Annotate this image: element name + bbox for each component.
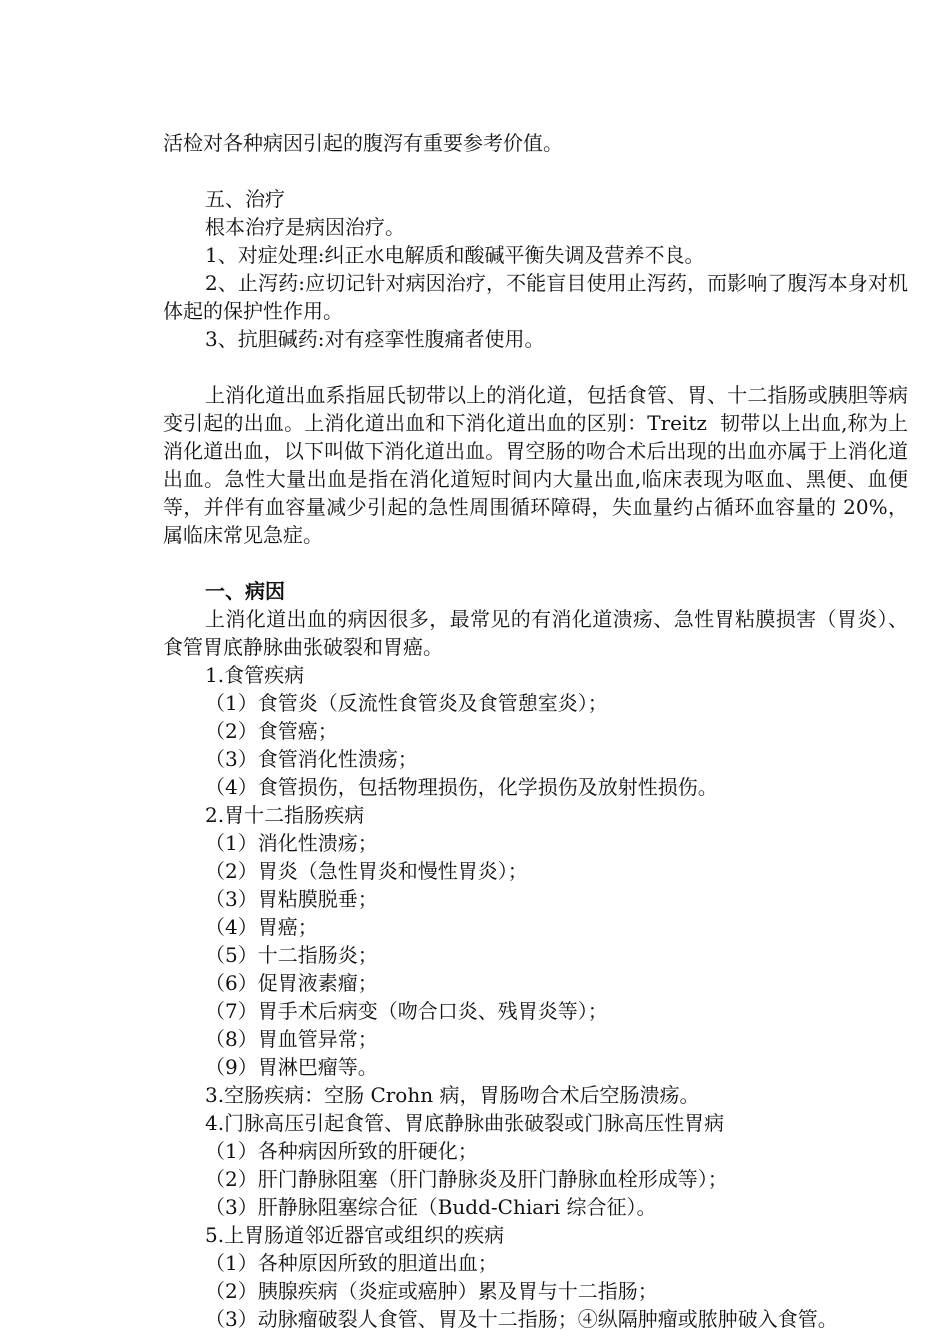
subheading: 3.空肠疾病：空肠 Crohn 病，胃肠吻合术后空肠溃疡。 — [205, 1083, 700, 1107]
list-item: 2、止泻药:应切记针对病因治疗，不能盲目使用止泻药，而影响了腹泻本身对机体起的保护性作用。 — [163, 271, 908, 323]
list-item: （4）胃癌； — [205, 915, 318, 939]
list-item: （6）促胃液素瘤； — [205, 971, 378, 995]
list-item: （2）食管癌； — [205, 719, 338, 743]
subheading: 2.胃十二指肠疾病 — [205, 803, 365, 827]
list-item: （3）胃粘膜脱垂； — [205, 887, 378, 911]
text-line: 活检对各种病因引起的腹泻有重要参考价值。 — [163, 131, 563, 155]
list-item: （2）肝门静脉阻塞（肝门静脉炎及肝门静脉血栓形成等）； — [205, 1167, 728, 1191]
list-item: （1）食管炎（反流性食管炎及食管憩室炎）； — [205, 691, 608, 715]
document-page — [163, 129, 908, 1333]
list-item: （1）各种病因所致的肝硬化； — [205, 1139, 478, 1163]
subheading: 1.食管疾病 — [205, 663, 305, 687]
section-heading-etiology: 一、病因 — [205, 579, 285, 603]
section-heading-treatment: 五、治疗 — [205, 187, 285, 211]
list-item: （2）胃炎（急性胃炎和慢性胃炎）； — [205, 859, 528, 883]
list-item: （3）肝静脉阻塞综合征（Budd-Chiari 综合征）。 — [205, 1195, 657, 1219]
list-item: （1）各种原因所致的胆道出血； — [205, 1251, 498, 1275]
list-item: 3、抗胆碱药:对有痉挛性腹痛者使用。 — [205, 327, 545, 351]
subheading: 4.门脉高压引起食管、胃底静脉曲张破裂或门脉高压性胃病 — [205, 1111, 725, 1135]
list-item: （3）食管消化性溃疡； — [205, 747, 418, 771]
blank-line — [163, 157, 908, 185]
list-item: （5）十二指肠炎； — [205, 943, 378, 967]
list-item: （3）动脉瘤破裂人食管、胃及十二指肠；④纵隔肿瘤或脓肿破入食管。 — [205, 1307, 838, 1331]
paragraph-definition: 上消化道出血系指屈氏韧带以上的消化道，包括食管、胃、十二指肠或胰胆等病变引起的出血。上消化道出血和下消化道出血的区别：Treitz 韧带以上出血,称为上消化道出血，以下叫做下消化道出血。胃空肠的吻合术后出现的出血亦属于上消化道出血。急性大量出血是指在消化道短时间内大量出血,临床表现为呕血、黑便、血便等，并伴有血容量减少引起的急性周围循环障碍，失血量约占循环血容量的 20%，属临床常见急症。 — [163, 383, 908, 547]
list-item: （2）胰腺疾病（炎症或癌肿）累及胃与十二指肠； — [205, 1279, 658, 1303]
paragraph-etiology: 上消化道出血的病因很多，最常见的有消化道溃疡、急性胃粘膜损害（胃炎）、食管胃底静脉曲张破裂和胃癌。 — [163, 607, 908, 659]
list-item: （8）胃血管异常； — [205, 1027, 378, 1051]
list-item: （7）胃手术后病变（吻合口炎、残胃炎等）； — [205, 999, 608, 1023]
blank-line — [163, 353, 908, 381]
list-item: （9）胃淋巴瘤等。 — [205, 1055, 378, 1079]
list-item: （4）食管损伤，包括物理损伤，化学损伤及放射性损伤。 — [205, 775, 718, 799]
subheading: 5.上胃肠道邻近器官或组织的疾病 — [205, 1223, 505, 1247]
text-line: 根本治疗是病因治疗。 — [205, 215, 405, 239]
list-item: 1、对症处理:纠正水电解质和酸碱平衡失调及营养不良。 — [205, 243, 705, 267]
blank-line — [163, 549, 908, 577]
list-item: （1）消化性溃疡； — [205, 831, 378, 855]
